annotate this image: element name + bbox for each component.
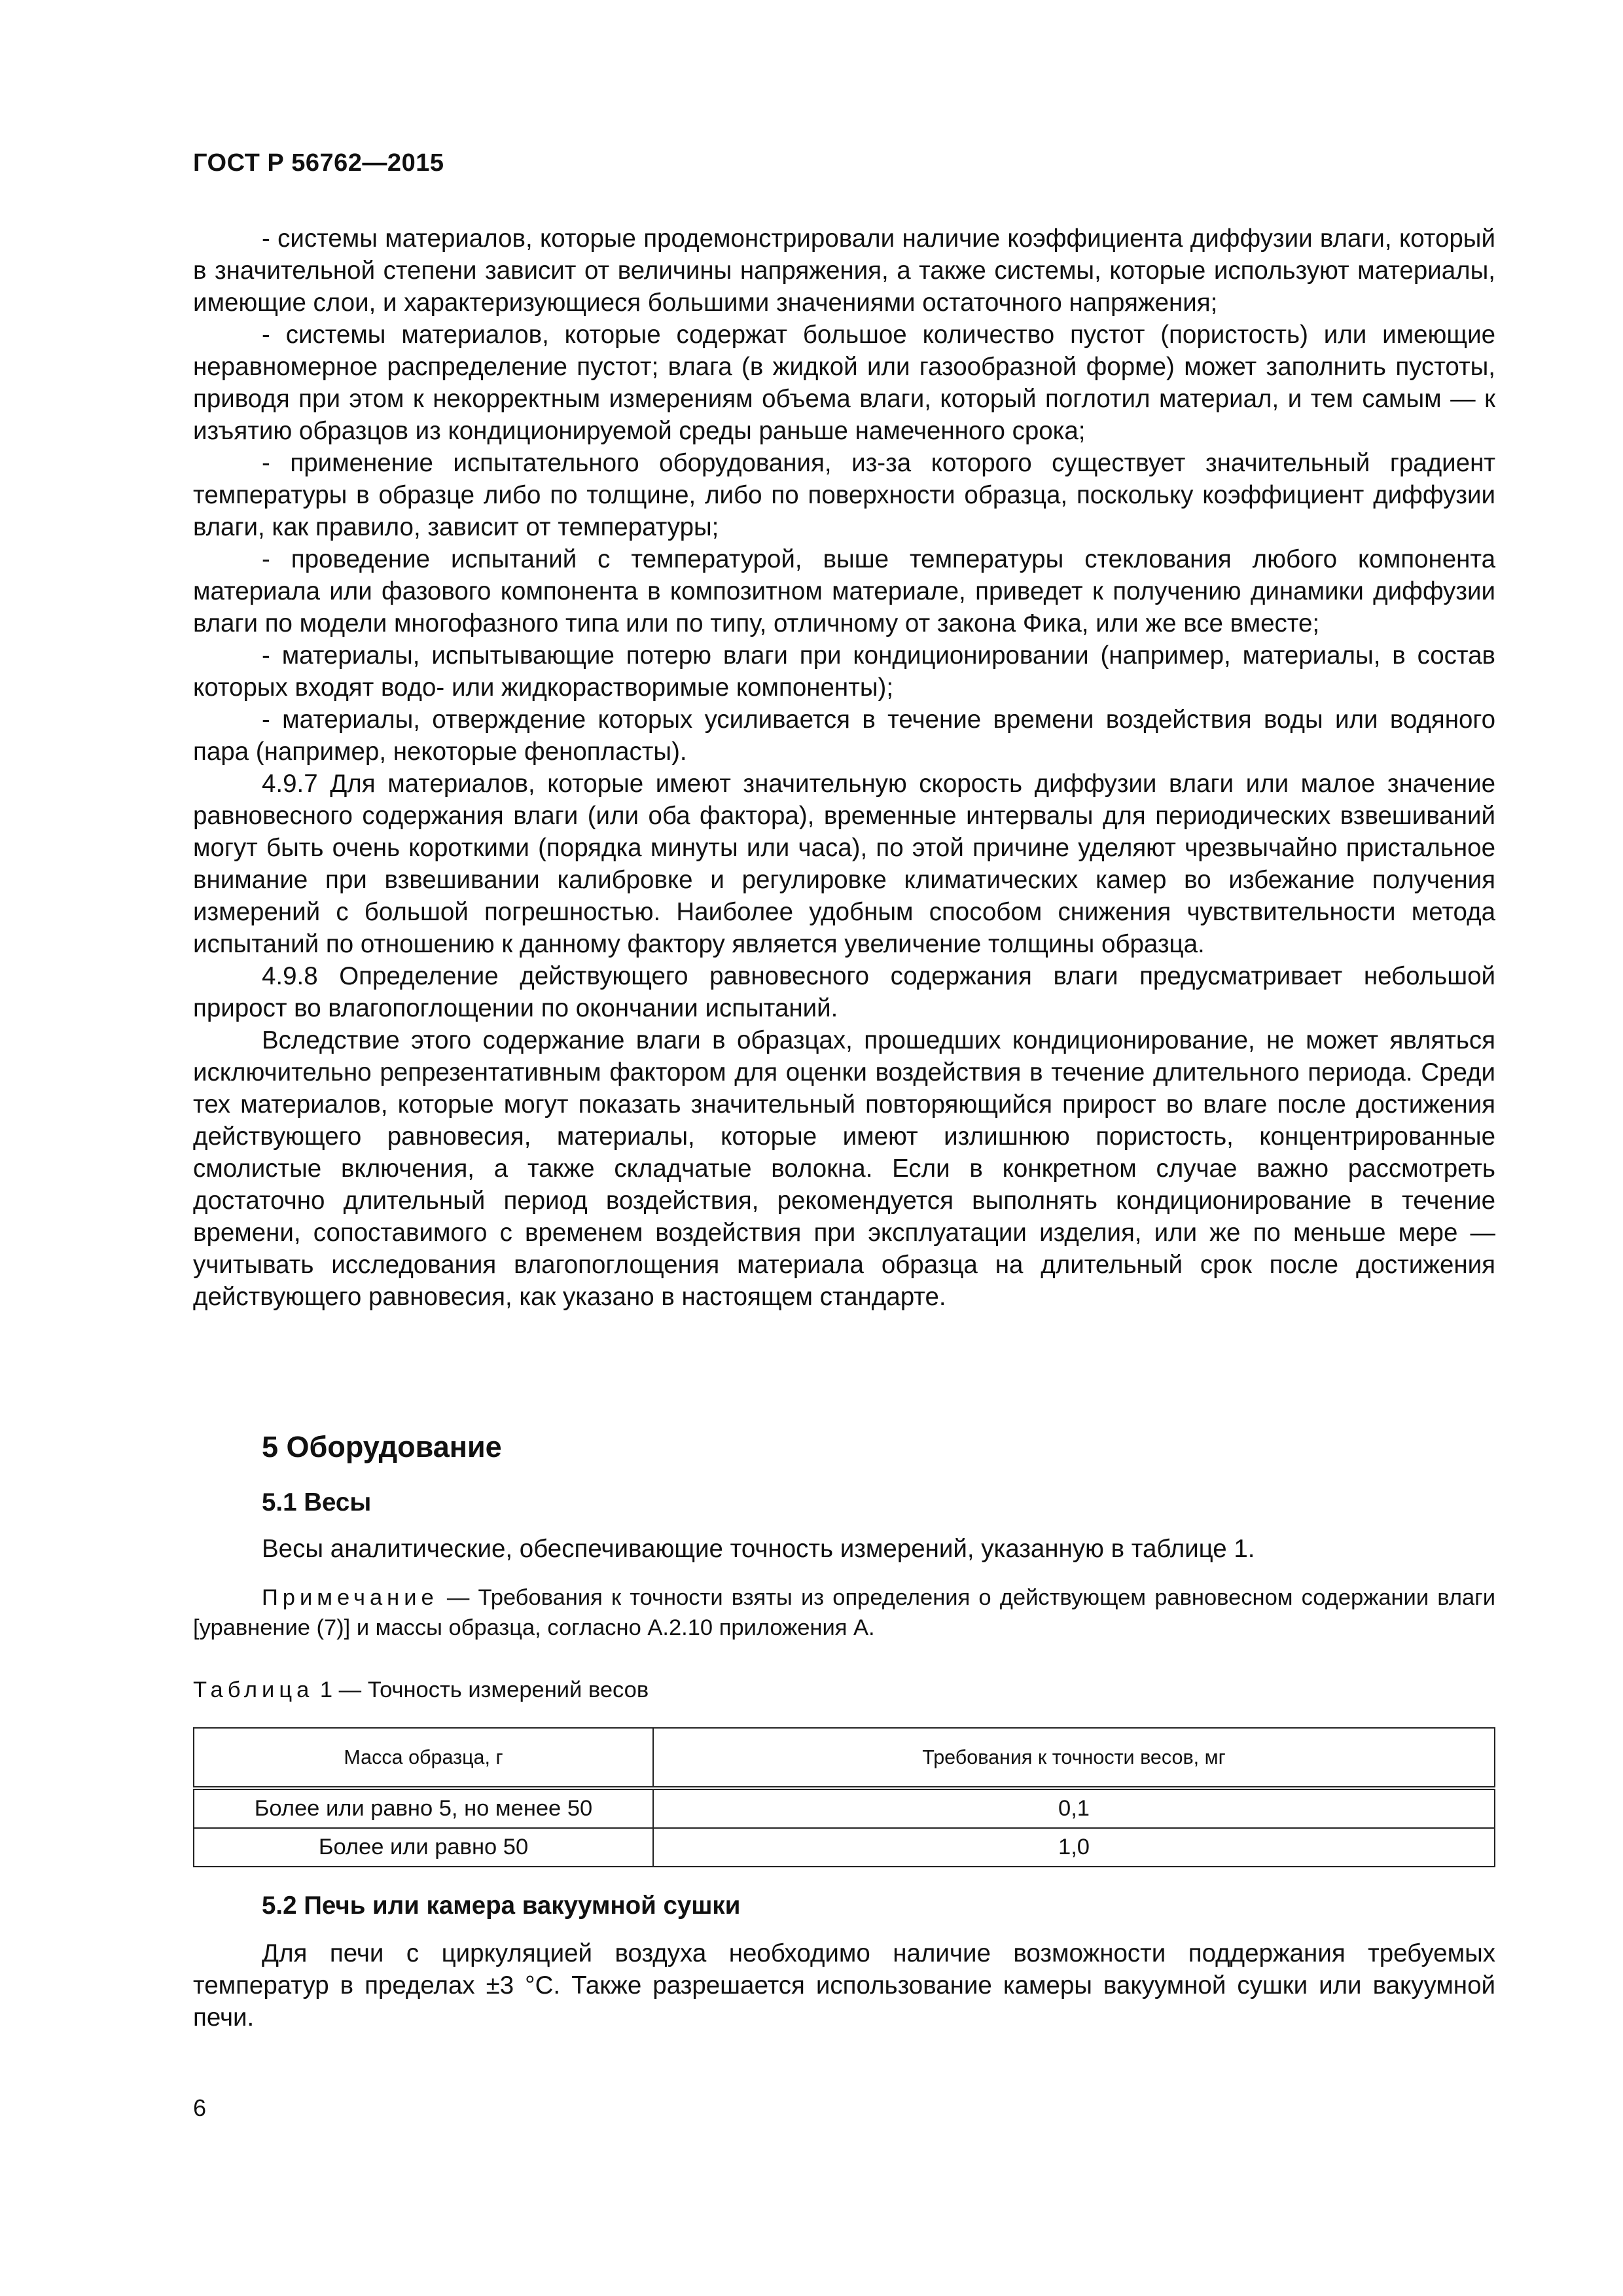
table-cell: 0,1	[653, 1788, 1495, 1828]
note-text: — Требования к точности взяты из определения о действующем равновесном содержании влаги [уравнение (7)] и массы образца, согласно А.2.10 приложения А.	[193, 1585, 1495, 1640]
paragraph: - проведение испытаний с температурой, выше температуры стеклования любого компонента материала или фазового компонента в композитном материале, приведет к получению динамики диффузии влаги по модели многофазного типа или по типу, отличному от закона Фика, или же все вместе;	[193, 545, 1495, 637]
table-cell: Более или равно 50	[194, 1828, 653, 1867]
page-number: 6	[193, 2094, 207, 2121]
paragraph: - материалы, отверждение которых усиливается в течение времени воздействия воды или водяного пара (например, некоторые фенопласты).	[193, 706, 1495, 766]
standard-header: ГОСТ Р 56762—2015	[193, 149, 444, 177]
section-title: 5 Оборудование	[262, 1430, 502, 1463]
paragraph-4-9-8: 4.9.8 Определение действующего равновесного содержания влаги предусматривает небольшой прирост во влагопоглощении по окончании испытаний.	[193, 962, 1495, 1022]
table-row	[194, 1788, 1495, 1828]
table-row	[194, 1828, 1495, 1867]
oven-text	[193, 1937, 1495, 2034]
table-header-cell: Масса образца, г	[194, 1728, 653, 1788]
table-caption	[193, 1677, 649, 1703]
paragraph: - материалы, испытывающие потерю влаги при кондиционировании (например, материалы, в состав которых входят водо- или жидкорастворимые компоненты);	[193, 641, 1495, 702]
paragraph: Весы аналитические, обеспечивающие точность измерений, указанную в таблице 1.	[262, 1535, 1255, 1563]
accuracy-table	[193, 1727, 1495, 1867]
paragraph: - системы материалов, которые продемонстрировали наличие коэффициента диффузии влаги, который в значительной степени зависит от величины напряжения, а также системы, которые используют материалы, имеющие слои, и характеризующиеся большими значениями остаточного напряжения;	[193, 224, 1495, 317]
table-header-cell: Требования к точности весов, мг	[653, 1728, 1495, 1788]
paragraph: Для печи с циркуляцией воздуха необходимо наличие возможности поддержания требуемых температур в пределах ±3 °С. Также разрешается использование камеры вакуумной сушки или вакуумной печи.	[193, 1939, 1495, 2032]
subsection-title: 5.2 Печь или камера вакуумной сушки	[262, 1892, 741, 1920]
paragraph-4-9-7: 4.9.7 Для материалов, которые имеют значительную скорость диффузии влаги или малое значение равновесного содержания влаги (или оба фактора), временные интервалы для периодических взвешиваний могут быть очень короткими (порядка минуты или часа), по этой причине уделяют чрезвычайно пристальное внимание при взвешивании калибровке и регулировке климатических камер во избежание получения измерений с большой погрешностью. Наиболее удобным способом снижения чувствительности метода испытаний по отношению к данному фактору является увеличение толщины образца.	[193, 770, 1495, 958]
table-caption-text: 1 — Точность измерений весов	[313, 1677, 649, 1702]
paragraph: Вследствие этого содержание влаги в образцах, прошедших кондиционирование, не может являться исключительно репрезентативным фактором для оценки воздействия в течение длительного периода. Среди тех материалов, которые могут показать значительный повторяющийся прирост во влаге после достижения действующего равновесия, материалы, которые имеют излишнюю пористость, концентрированные смолистые включения, а также складчатые волокна. Если в конкретном случае важно рассмотреть достаточно длительный период воздействия, рекомендуется выполнять кондиционирование в течение времени, сопоставимого с временем воздействия при эксплуатации изделия, или же по меньше мере — учитывать исследования влагопоглощения материала образца на длительный срок после достижения действующего равновесия, как указано в настоящем стандарте.	[193, 1026, 1495, 1311]
subsection-title: 5.1 Весы	[262, 1488, 372, 1516]
body-text	[193, 223, 1495, 1313]
table-label: Таблица	[193, 1677, 314, 1702]
note	[193, 1583, 1495, 1643]
table-cell: Более или равно 5, но менее 50	[194, 1788, 653, 1828]
paragraph: - применение испытательного оборудования, из-за которого существует значительный градиент температуры в образце либо по толщине, либо по поверхности образца, поскольку коэффициент диффузии влаги, как правило, зависит от температуры;	[193, 449, 1495, 541]
table-header-row	[194, 1728, 1495, 1788]
paragraph: - системы материалов, которые содержат большое количество пустот (пористость) или имеющие неравномерное распределение пустот; влага (в жидкой или газообразной форме) может заполнить пустоты, приводя при этом к некорректным измерениям объема влаги, который поглотил материал, и тем самым — к изъятию образцов из кондиционируемой среды раньше намеченного срока;	[193, 321, 1495, 445]
table-cell: 1,0	[653, 1828, 1495, 1867]
note-label: Примечание	[262, 1585, 438, 1610]
